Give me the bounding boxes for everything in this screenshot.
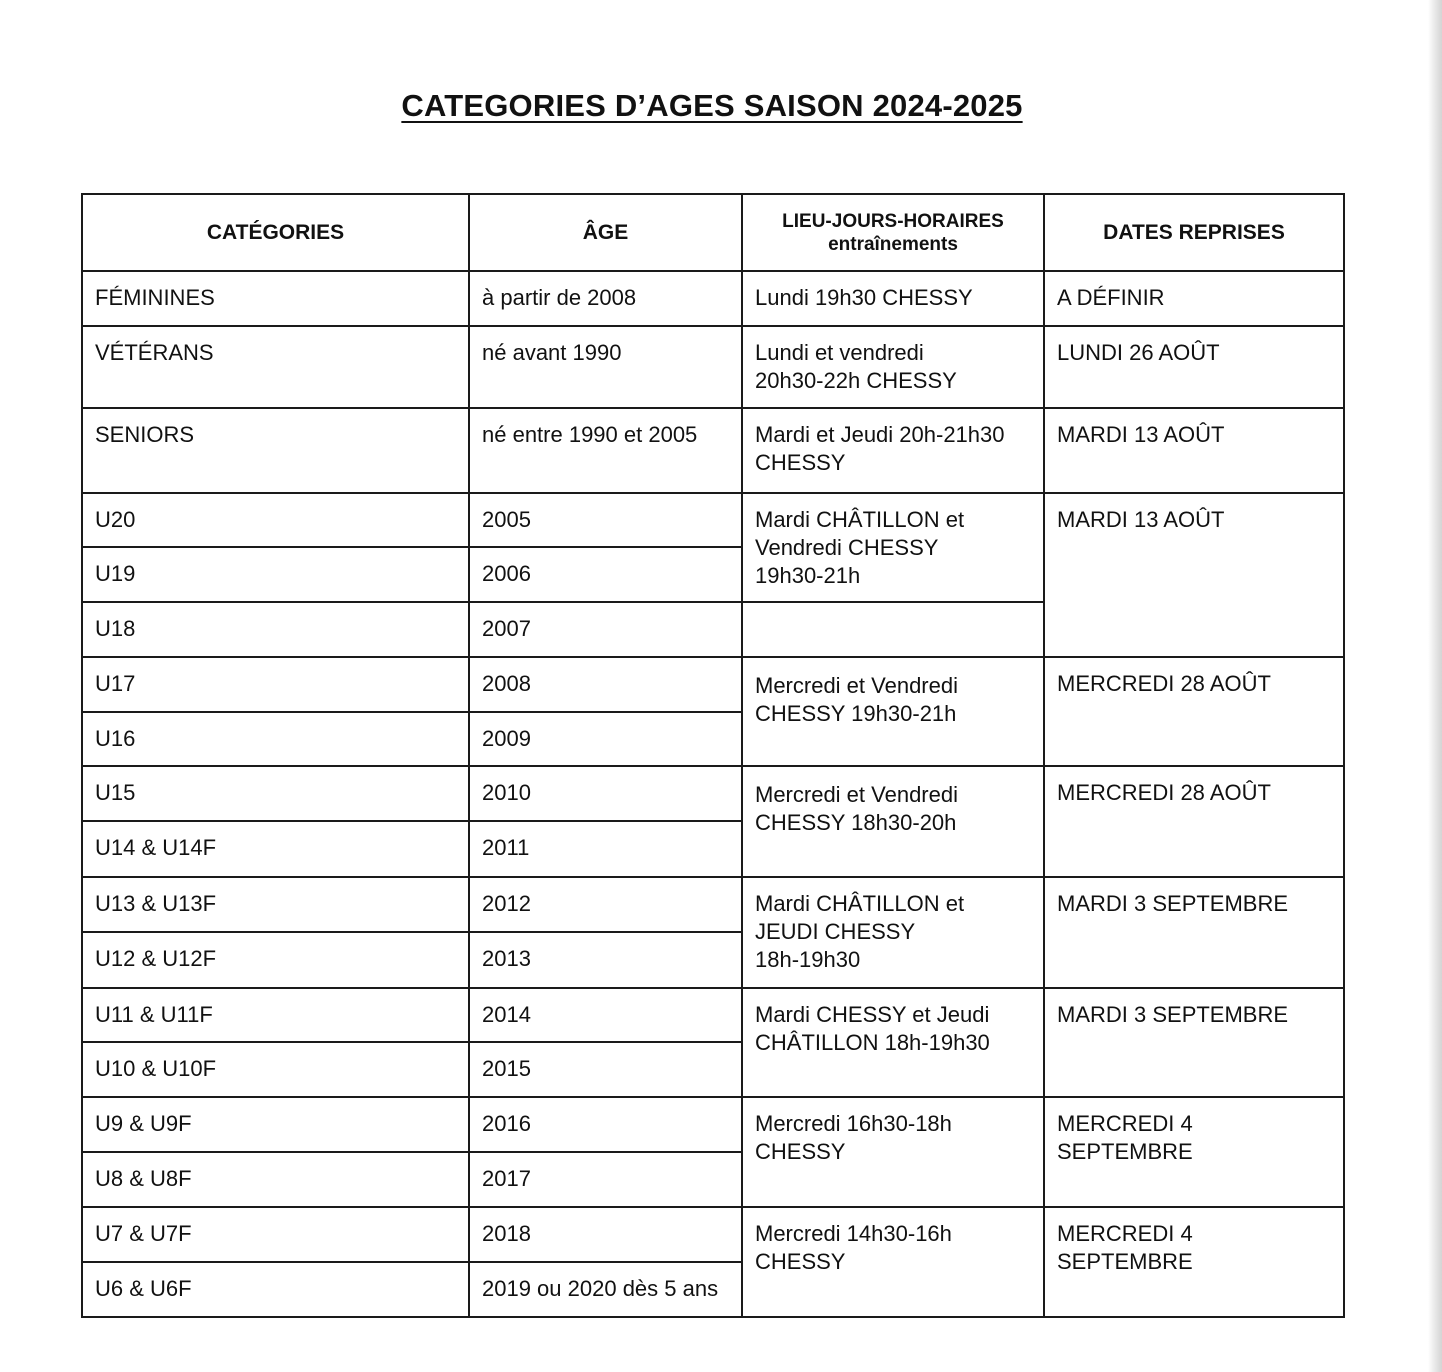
schedule-cell <box>742 766 1044 877</box>
schedule-line: Mardi et Jeudi 20h-21h30 <box>755 422 1005 447</box>
age-cell: 2018 <box>469 1207 742 1262</box>
category-cell: U11 & U11F <box>82 988 469 1042</box>
age-cell: à partir de 2008 <box>469 271 742 326</box>
age-cell: 2006 <box>469 547 742 602</box>
table-row <box>82 493 1344 547</box>
header-schedule <box>742 194 1044 271</box>
category-cell: U9 & U9F <box>82 1097 469 1152</box>
category-cell: U17 <box>82 657 469 712</box>
schedule-line: CHÂTILLON 18h-19h30 <box>755 1030 990 1055</box>
schedule-cell <box>742 493 1044 602</box>
category-cell: U14 & U14F <box>82 821 469 877</box>
table-row <box>82 1207 1344 1262</box>
schedule-line: Vendredi CHESSY <box>755 535 939 560</box>
age-cell: 2013 <box>469 932 742 988</box>
age-cell: 2010 <box>469 766 742 821</box>
category-cell: U18 <box>82 602 469 657</box>
date-cell: MARDI 13 AOÛT <box>1044 493 1344 657</box>
schedule-cell <box>742 657 1044 766</box>
schedule-line: CHESSY <box>755 1139 846 1164</box>
age-cell: 2017 <box>469 1152 742 1207</box>
schedule-cell <box>742 326 1044 408</box>
table-row <box>82 1097 1344 1152</box>
schedule-line: Mardi CHÂTILLON et <box>755 891 965 916</box>
date-cell: MERCREDI 4 SEPTEMBRE <box>1044 1207 1344 1317</box>
age-cell: 2009 <box>469 712 742 766</box>
category-cell: U6 & U6F <box>82 1262 469 1317</box>
age-cell: 2012 <box>469 877 742 932</box>
schedule-line: Lundi et vendredi <box>755 340 924 365</box>
schedule-cell-empty <box>742 602 1044 657</box>
category-cell: U13 & U13F <box>82 877 469 932</box>
age-cell: né entre 1990 et 2005 <box>469 408 742 493</box>
category-cell: U7 & U7F <box>82 1207 469 1262</box>
schedule-cell <box>742 408 1044 493</box>
category-cell: U16 <box>82 712 469 766</box>
schedule-cell <box>742 1097 1044 1207</box>
table-row <box>82 766 1344 821</box>
date-cell: MARDI 3 SEPTEMBRE <box>1044 988 1344 1097</box>
schedule-line: Mercredi 14h30-16h <box>755 1221 952 1246</box>
header-schedule-line1: LIEU-JOURS-HORAIRES <box>782 210 1004 232</box>
schedule-cell <box>742 877 1044 988</box>
header-schedule-line2: entraînements <box>828 233 958 255</box>
date-cell: MARDI 3 SEPTEMBRE <box>1044 877 1344 988</box>
header-categories: CATÉGORIES <box>82 194 469 271</box>
header-dates: DATES REPRISES <box>1044 194 1344 271</box>
date-cell: MERCREDI 28 AOÛT <box>1044 766 1344 877</box>
schedule-line: CHESSY 19h30-21h <box>755 701 957 726</box>
category-cell: SENIORS <box>82 408 469 493</box>
page-edge-shadow <box>1428 0 1442 1372</box>
category-cell: U20 <box>82 493 469 547</box>
date-cell: MARDI 13 AOÛT <box>1044 408 1344 493</box>
date-cell: MERCREDI 28 AOÛT <box>1044 657 1344 766</box>
age-categories-table <box>81 193 1345 1318</box>
date-cell: LUNDI 26 AOÛT <box>1044 326 1344 408</box>
age-cell: né avant 1990 <box>469 326 742 408</box>
schedule-line: Mercredi et Vendredi <box>755 782 958 807</box>
schedule-line: JEUDI CHESSY <box>755 919 916 944</box>
table-row <box>82 326 1344 408</box>
schedule-line: Lundi 19h30 CHESSY <box>755 285 973 310</box>
schedule-line: 18h-19h30 <box>755 947 861 972</box>
schedule-line: Mardi CHESSY et Jeudi <box>755 1002 990 1027</box>
category-cell: U19 <box>82 547 469 602</box>
schedule-line: CHESSY 18h30-20h <box>755 810 957 835</box>
age-cell: 2014 <box>469 988 742 1042</box>
category-cell: U15 <box>82 766 469 821</box>
table-row <box>82 408 1344 493</box>
age-cell: 2007 <box>469 602 742 657</box>
schedule-line: Mardi CHÂTILLON et <box>755 507 965 532</box>
table-row <box>82 988 1344 1042</box>
schedule-line: CHESSY <box>755 1249 846 1274</box>
date-cell: MERCREDI 4 SEPTEMBRE <box>1044 1097 1344 1207</box>
schedule-line: 20h30-22h CHESSY <box>755 368 957 393</box>
schedule-line: Mercredi et Vendredi <box>755 673 958 698</box>
age-cell: 2016 <box>469 1097 742 1152</box>
category-cell: U12 & U12F <box>82 932 469 988</box>
schedule-line: CHESSY <box>755 450 846 475</box>
age-cell: 2008 <box>469 657 742 712</box>
category-cell: FÉMININES <box>82 271 469 326</box>
category-cell: VÉTÉRANS <box>82 326 469 408</box>
schedule-cell <box>742 271 1044 326</box>
category-cell: U10 & U10F <box>82 1042 469 1097</box>
category-cell: U8 & U8F <box>82 1152 469 1207</box>
schedule-cell <box>742 988 1044 1097</box>
table-row <box>82 271 1344 326</box>
header-row <box>82 194 1344 271</box>
schedule-cell <box>742 1207 1044 1317</box>
age-cell: 2019 ou 2020 dès 5 ans <box>469 1262 742 1317</box>
age-cell: 2005 <box>469 493 742 547</box>
age-cell: 2011 <box>469 821 742 877</box>
page-title: CATEGORIES D’AGES SAISON 2024-2025 <box>401 88 1023 123</box>
table-row <box>82 657 1344 712</box>
date-cell: A DÉFINIR <box>1044 271 1344 326</box>
schedule-line: Mercredi 16h30-18h <box>755 1111 952 1136</box>
table-row <box>82 877 1344 932</box>
age-cell: 2015 <box>469 1042 742 1097</box>
header-age: ÂGE <box>469 194 742 271</box>
schedule-line: 19h30-21h <box>755 563 861 588</box>
